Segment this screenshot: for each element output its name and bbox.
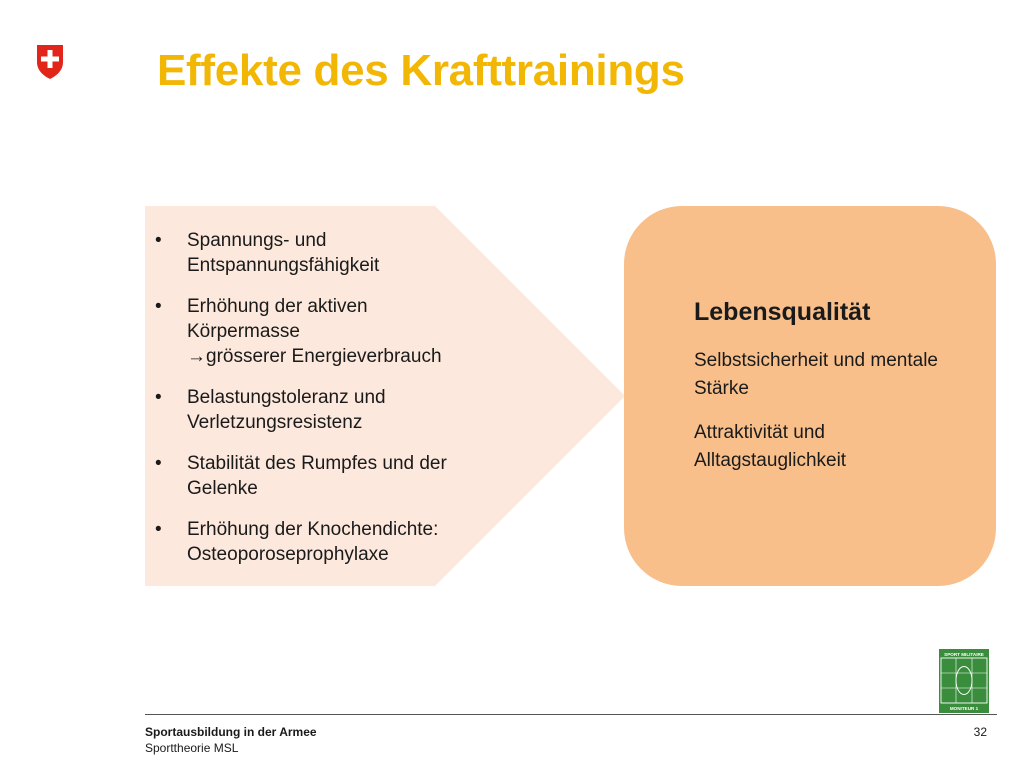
- footer-organization: Sportausbildung in der Armee: [145, 725, 317, 739]
- effect-line: Gelenke: [187, 478, 258, 499]
- page-number: 32: [973, 725, 987, 739]
- effect-line: Verletzungsresistenz: [187, 412, 363, 433]
- effect-line: →grösserer Energieverbrauch: [187, 346, 442, 367]
- slide-title: Effekte des Krafttrainings: [157, 46, 685, 95]
- effect-line: Belastungstoleranz und: [187, 387, 386, 408]
- effect-line: Osteoporoseprophylaxe: [187, 544, 389, 565]
- effects-list: [155, 228, 515, 583]
- logo-bottom-text: MONITEUR 1: [949, 706, 979, 711]
- swiss-crest-icon: [36, 44, 64, 80]
- bullet: •: [155, 230, 162, 251]
- effect-item-stability: [155, 451, 515, 501]
- effect-line: Spannungs- und: [187, 230, 327, 251]
- footer-divider: [145, 714, 997, 715]
- bullet: •: [155, 296, 162, 317]
- effect-line: Erhöhung der aktiven: [187, 296, 368, 317]
- quality-title: Lebensqualität: [694, 298, 871, 326]
- bullet: •: [155, 387, 162, 408]
- bullet: •: [155, 519, 162, 540]
- effect-item-bone-density: [155, 517, 515, 567]
- quality-item-confidence: Selbstsicherheit und mentale Stärke: [694, 350, 938, 399]
- effect-item-stress-relaxation: [155, 228, 515, 278]
- effect-item-load-tolerance: [155, 385, 515, 435]
- effect-line: Entspannungsfähigkeit: [187, 255, 380, 276]
- bullet: •: [155, 453, 162, 474]
- logo-top-text: SPORT MILITAIRE: [944, 652, 984, 657]
- effect-line: Körpermasse: [187, 321, 300, 342]
- footer-subtitle: Sporttheorie MSL: [145, 741, 239, 755]
- quality-item-attractiveness: Attraktivität und Alltagstauglichkeit: [694, 422, 847, 471]
- effect-line: Stabilität des Rumpfes und der: [187, 453, 447, 474]
- effect-line: Erhöhung der Knochendichte:: [187, 519, 439, 540]
- sport-militaire-logo: [939, 649, 989, 713]
- effect-item-body-mass: [155, 294, 515, 369]
